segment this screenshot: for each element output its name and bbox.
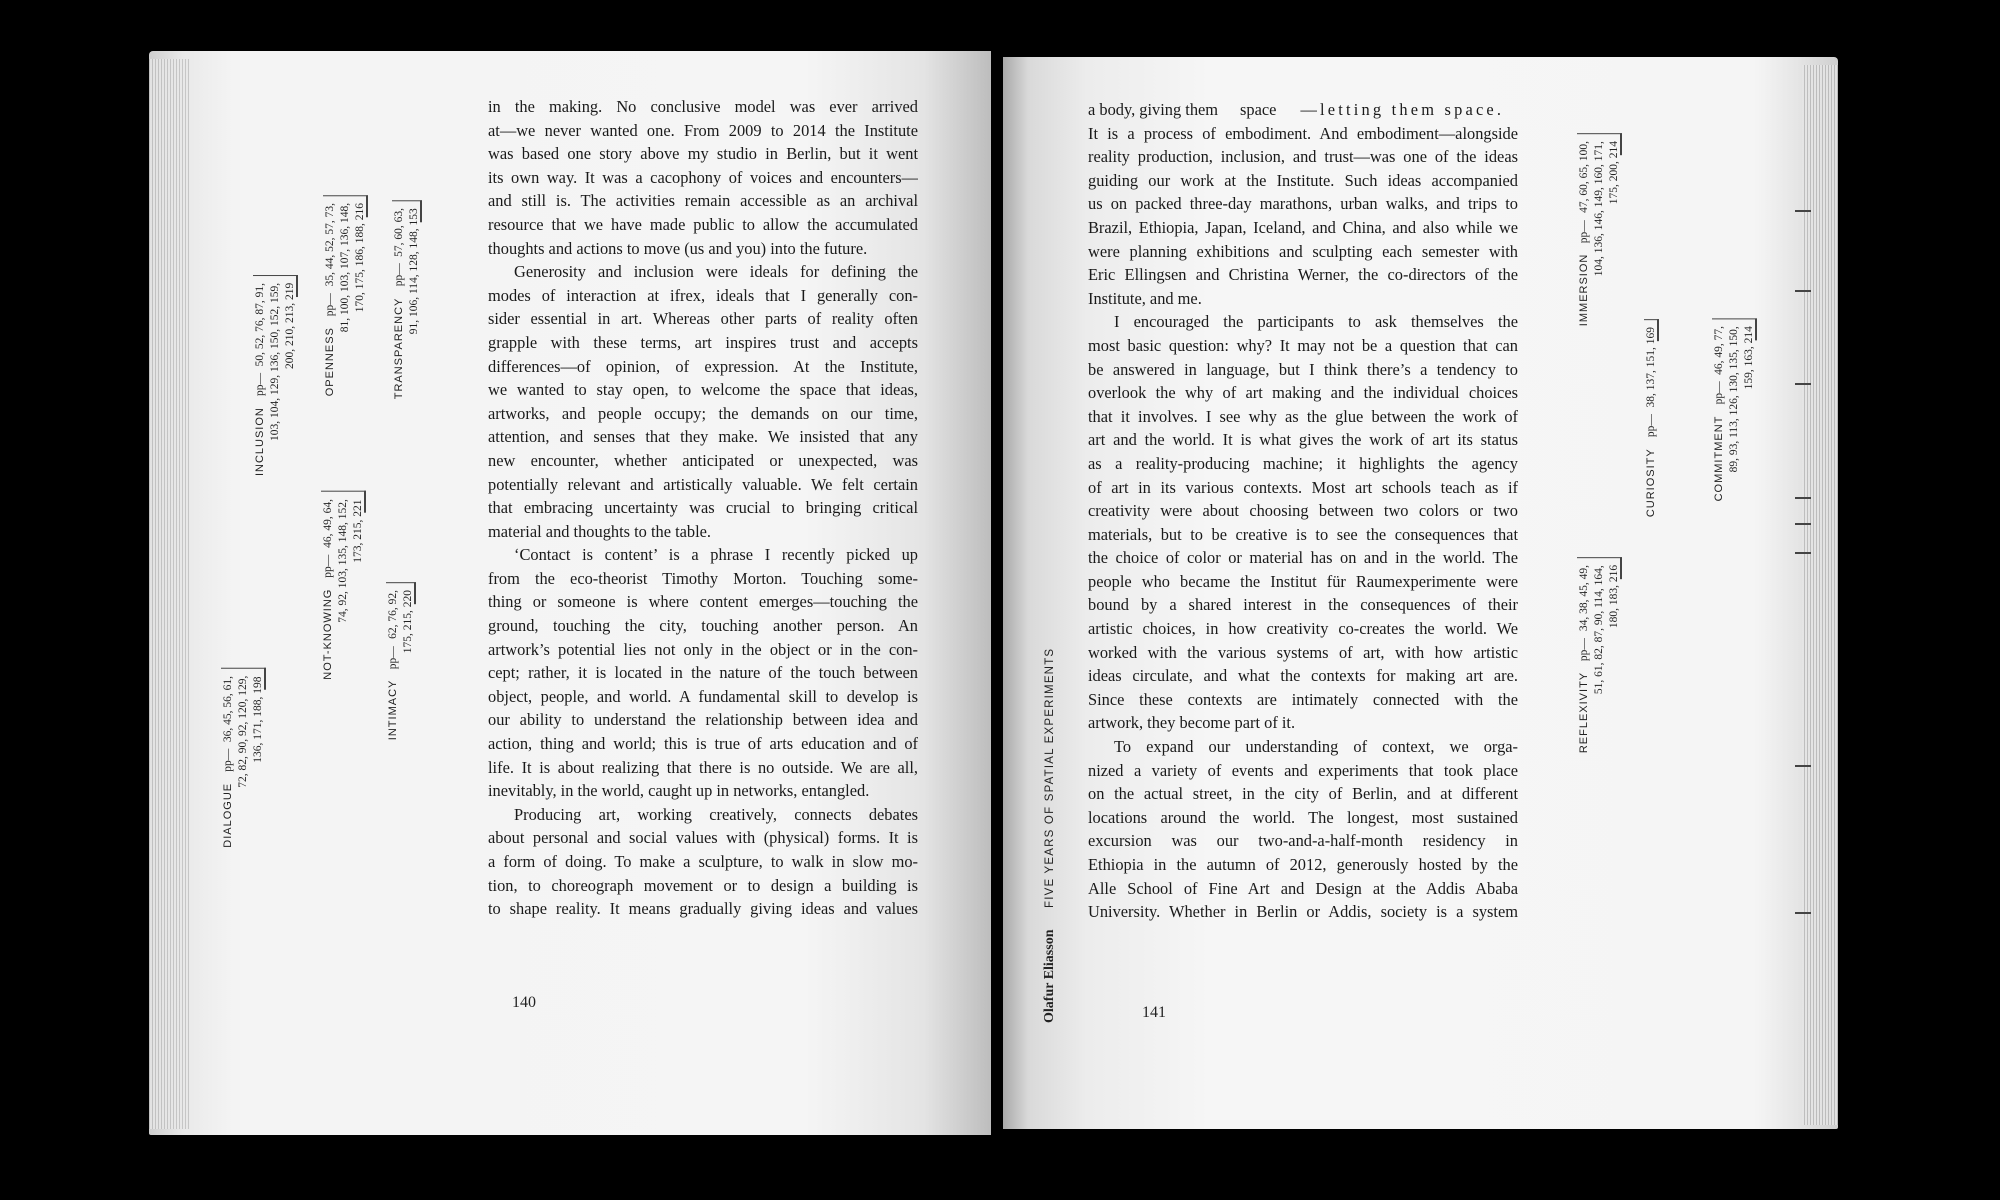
text-line: of art in its various contexts. Most art schools teach as if <box>1088 477 1518 497</box>
index-page-numbers: 47, 60, 65, 100, <box>1578 141 1590 213</box>
index-page-prefix: pp— <box>254 373 266 397</box>
page-edges <box>1802 65 1838 1125</box>
text-line: ground, touching the city, touching another person. An <box>488 616 918 636</box>
index-page-numbers: 103, 104, 129, 136, 150, 152, 159, <box>269 283 281 442</box>
index-page-prefix: pp— <box>1578 219 1590 243</box>
text-line: Alle School of Fine Art and Design at the Addis Ababa <box>1088 878 1518 898</box>
index-page-numbers: 200, 210, 213, 219 <box>284 283 296 370</box>
index-page-numbers: 35, 44, 52, 57, 73, <box>324 203 336 287</box>
index-page-prefix: pp— <box>387 645 399 669</box>
text-line: that it involves. I see why as the glue between the work of <box>1088 406 1518 426</box>
text-line: a form of doing. To make a sculpture, to walk in slow mo- <box>488 852 918 871</box>
index-page-prefix: pp— <box>1713 381 1725 405</box>
index-term-line <box>407 208 422 399</box>
index-page-numbers: 159, 163, 214 <box>1743 326 1755 390</box>
text-line: at—we never wanted one. From 2009 to 2014 the Institute <box>488 120 918 140</box>
text-line: nized a variety of events and experiments that took place <box>1088 760 1518 780</box>
index-page-numbers: 180, 183, 216 <box>1608 565 1620 629</box>
index-term-line <box>251 676 266 848</box>
index-term-label: TRANSPARENCY <box>393 297 405 400</box>
text-line: was based one story above my studio in Berlin, but it went <box>488 144 918 164</box>
text-line: reality production, inclusion, and trust—was one of the ideas <box>1088 147 1518 167</box>
text-line: overlook the why of art making and the individual choices <box>1088 383 1518 403</box>
text-line: sider essential in art. Whereas other parts of reality often <box>488 309 918 329</box>
text-line: attention, and senses that they make. We insisted that any <box>488 427 918 447</box>
index-term-label: INTIMACY <box>387 679 399 741</box>
index-term-line <box>1712 326 1727 501</box>
text-line: to shape reality. It means gradually giving ideas and values <box>488 899 918 919</box>
index-term-line <box>321 499 336 680</box>
index-term-line <box>1577 141 1592 326</box>
index-page-numbers: 175, 215, 220 <box>402 590 414 654</box>
text-line: differences—of opinion, of expression. At the Institute, <box>488 356 918 376</box>
text-line: thoughts and actions to move (us and you) into the future. <box>488 238 868 258</box>
running-head <box>1040 648 1060 1023</box>
index-term-line <box>338 203 353 396</box>
index-term-label: INCLUSION <box>254 407 266 477</box>
page-number-left: 140 <box>512 994 536 1011</box>
text-line: ‘Contact is content’ is a phrase I recently picked up <box>514 545 918 565</box>
index-term-line <box>1577 565 1592 753</box>
index-term-line <box>253 283 268 476</box>
index-term-label: CURIOSITY <box>1645 448 1657 518</box>
text-line: locations around the world. The longest, most sustained <box>1088 807 1518 827</box>
text-line: from the eco-theorist Timothy Morton. Touching some- <box>488 568 918 588</box>
index-page-numbers: 91, 106, 114, 128, 148, 153 <box>408 208 420 335</box>
index-term-immersion <box>1577 133 1622 326</box>
edge-marker <box>1795 210 1811 212</box>
index-page-numbers: 175, 200, 214 <box>1608 141 1620 205</box>
index-page-numbers: 89, 93, 113, 126, 130, 135, 150, <box>1728 326 1740 473</box>
text-line: artistic choices, in how creativity co-creates the world. We <box>1088 619 1518 639</box>
index-term-curiosity <box>1644 319 1659 517</box>
edge-marker <box>1795 523 1811 525</box>
index-page-numbers: 173, 215, 221 <box>352 499 364 563</box>
text-line: action, thing and world; this is true of arts education and of <box>488 734 918 754</box>
text-line: art and the world. It is what gives the work of art its status <box>1088 430 1518 450</box>
text-line: artwork’s potential lies not only in the object or in the con- <box>488 639 918 659</box>
index-page-numbers: 62, 76, 92, <box>387 590 399 639</box>
left-body-text <box>488 95 918 921</box>
index-page-numbers: 136, 171, 188, 198 <box>252 676 264 763</box>
index-term-line <box>1592 141 1607 326</box>
text-line: its own way. It was a cacophony of voices and encounters— <box>488 167 918 187</box>
index-term-line <box>351 499 366 680</box>
text-line: in the making. No conclusive model was ever arrived <box>488 97 918 116</box>
index-term-line <box>236 676 251 848</box>
index-term-label: REFLEXIVITY <box>1578 671 1590 754</box>
index-term-transparency <box>392 200 422 399</box>
text-line: guiding our work at the Institute. Such ideas accompanied <box>1088 170 1518 190</box>
text-line: It is a process of embodiment. And embodiment—alongside <box>1088 123 1518 143</box>
index-term-line <box>336 499 351 680</box>
edge-marker <box>1795 383 1811 385</box>
index-page-numbers: 74, 92, 103, 135, 148, 152, <box>337 499 349 623</box>
index-page-numbers: 34, 38, 45, 49, <box>1578 565 1590 632</box>
index-term-line <box>1727 326 1742 501</box>
text-line: Eric Ellingsen and Christina Werner, the co-directors of the <box>1088 265 1518 285</box>
text-line: we wanted to stay open, to welcome the space that ideas, <box>488 380 918 400</box>
index-page-numbers: 46, 49, 64, <box>322 499 334 548</box>
index-page-numbers: 46, 49, 77, <box>1713 326 1725 375</box>
index-term-intimacy <box>386 582 416 740</box>
edge-marker <box>1795 552 1811 554</box>
index-page-prefix: pp— <box>322 554 334 578</box>
index-term-label: OPENNESS <box>324 327 336 397</box>
text-line: ideas circulate, and what the contexts for making art are. <box>1088 666 1518 686</box>
index-term-line <box>1742 326 1757 501</box>
text-line: be answered in language, but I think there’s a tendency to <box>1088 359 1518 379</box>
text-line: Brazil, Ethiopia, Japan, Iceland, and China, and also while we <box>1088 217 1518 237</box>
index-term-line <box>401 590 416 740</box>
index-term-not-knowing <box>321 491 366 680</box>
text-line: the choice of color or material has on and in the world. The <box>1088 548 1518 568</box>
text-line: thing or someone is where content emerges—touching the <box>488 592 918 612</box>
text-line: I encouraged the participants to ask themselves the <box>1114 312 1518 332</box>
text-line: our ability to understand the relationship between idea and <box>488 710 918 730</box>
index-term-line <box>392 208 407 399</box>
text-line: excursion was our two-and-a-half-month residency in <box>1088 831 1518 851</box>
text-fragment: a body, giving them <box>1088 100 1219 119</box>
index-page-prefix: pp— <box>222 749 234 772</box>
edge-marker <box>1795 290 1811 292</box>
index-page-numbers: 51, 61, 82, 87, 90, 114, 164, <box>1593 565 1605 694</box>
text-line: creativity were about choosing between two colors or two <box>1088 501 1518 521</box>
text-line: material and thoughts to the table. <box>488 521 712 541</box>
text-line: Ethiopia in the autumn of 2012, generously hosted by the <box>1088 855 1518 874</box>
text-line: Since these contexts are intimately connected with the <box>1088 689 1518 709</box>
index-term-inclusion <box>253 275 298 476</box>
text-line: and still is. The activities remain accessible as an archival <box>488 191 918 211</box>
text-line: Institute, and me. <box>1088 288 1202 308</box>
text-fragment-spaced: —letting them space. <box>1300 100 1505 119</box>
index-page-numbers: 170, 175, 186, 188, 216 <box>354 203 366 313</box>
text-line: University. Whether in Berlin or Addis, society is a system <box>1088 902 1518 922</box>
running-head-title: FIVE YEARS OF SPATIAL EXPERIMENTS <box>1044 648 1056 909</box>
index-term-line <box>353 203 368 396</box>
index-page-prefix: pp— <box>1578 638 1590 661</box>
text-line: on the actual street, in the city of Berlin, and at different <box>1088 784 1518 804</box>
text-line: that embracing uncertainty was crucial to bringing critical <box>488 498 918 518</box>
index-page-prefix: pp— <box>1645 414 1657 438</box>
index-term-line <box>268 283 283 476</box>
text-line: object, people, and world. A fundamental skill to develop is <box>488 686 918 706</box>
text-line: materials, but to be creative is to see the consequences that <box>1088 524 1518 544</box>
text-line: artwork, they become part of it. <box>1088 713 1296 733</box>
index-page-numbers: 36, 45, 56, 61, <box>222 676 234 743</box>
text-line: life. It is about realizing that there is no outside. We are all, <box>488 757 918 777</box>
index-term-line <box>1644 327 1659 517</box>
text-line: us on packed three-day marathons, urban walks, and trips to <box>1088 194 1518 214</box>
index-term-label: NOT-KNOWING <box>322 588 334 680</box>
index-term-label: IMMERSION <box>1578 253 1590 327</box>
index-term-line <box>1592 565 1607 753</box>
text-line: cept; rather, it is located in the nature of the touch between <box>488 663 918 683</box>
text-line: tion, to choreograph movement or to design a building is <box>488 875 918 895</box>
index-term-dialogue <box>221 668 266 848</box>
text-line: inevitably, in the world, caught up in networks, entangled. <box>488 781 870 801</box>
index-term-line <box>283 283 298 476</box>
text-line: To expand our understanding of context, we orga- <box>1114 737 1518 757</box>
index-term-line <box>221 676 236 848</box>
text-line: were planning exhibitions and sculpting each semester with <box>1088 241 1518 261</box>
text-line: as a reality-producing machine; it highlights the agency <box>1088 453 1518 473</box>
index-page-numbers: 72, 82, 90, 92, 120, 129, <box>237 676 249 789</box>
index-page-numbers: 50, 52, 76, 87, 91, <box>254 283 266 367</box>
text-line: most basic question: why? It may not be a question that can <box>1088 335 1518 355</box>
right-body-text <box>1088 98 1518 924</box>
text-line: Producing art, working creatively, connects debates <box>514 804 918 824</box>
text-line: modes of interaction at ifrex, ideals that I generally con- <box>488 285 918 305</box>
edge-marker <box>1795 497 1811 499</box>
index-page-prefix: pp— <box>393 263 405 287</box>
text-line: worked with the various systems of art, with how artistic <box>1088 642 1518 662</box>
text-line: Generosity and inclusion were ideals for defining the <box>514 262 918 282</box>
index-term-line <box>386 590 401 740</box>
text-line: new encounter, whether anticipated or unexpected, was <box>488 450 918 470</box>
index-page-prefix: pp— <box>324 293 336 317</box>
index-term-openness <box>323 195 368 396</box>
index-term-commitment <box>1712 318 1757 501</box>
index-term-line <box>1607 141 1622 326</box>
text-line: artworks, and people occupy; the demands on our time, <box>488 403 918 423</box>
index-page-numbers: 57, 60, 63, <box>393 208 405 257</box>
first-line <box>1088 98 1518 122</box>
text-line: grapple with these terms, art inspires trust and accepts <box>488 332 918 352</box>
index-term-reflexivity <box>1577 557 1622 753</box>
edge-marker <box>1795 912 1811 914</box>
text-line: bound by a shared interest in the consequences of their <box>1088 595 1518 615</box>
edge-marker <box>1795 765 1811 767</box>
index-term-label: COMMITMENT <box>1713 415 1725 502</box>
index-term-line <box>323 203 338 396</box>
text-line: resource that we have made public to allow the accumulated <box>488 214 918 234</box>
index-term-line <box>1607 565 1622 753</box>
text-fragment: space <box>1240 100 1277 119</box>
index-page-numbers: 81, 100, 103, 107, 136, 148, <box>339 203 351 333</box>
index-page-numbers: 38, 137, 151, 169 <box>1645 327 1657 408</box>
text-line: people who became the Institut für Raumexperimente were <box>1088 571 1518 591</box>
page-number-right: 141 <box>1142 1004 1166 1021</box>
index-term-label: DIALOGUE <box>222 782 234 848</box>
text-line: potentially relevant and artistically valuable. We felt certain <box>488 474 918 494</box>
page-edges <box>149 59 189 1129</box>
running-head-author: Olafur Eliasson <box>1042 929 1057 1023</box>
text-line: about personal and social values with (physical) forms. It is <box>488 828 918 848</box>
index-page-numbers: 104, 136, 146, 149, 160, 171, <box>1593 141 1605 277</box>
